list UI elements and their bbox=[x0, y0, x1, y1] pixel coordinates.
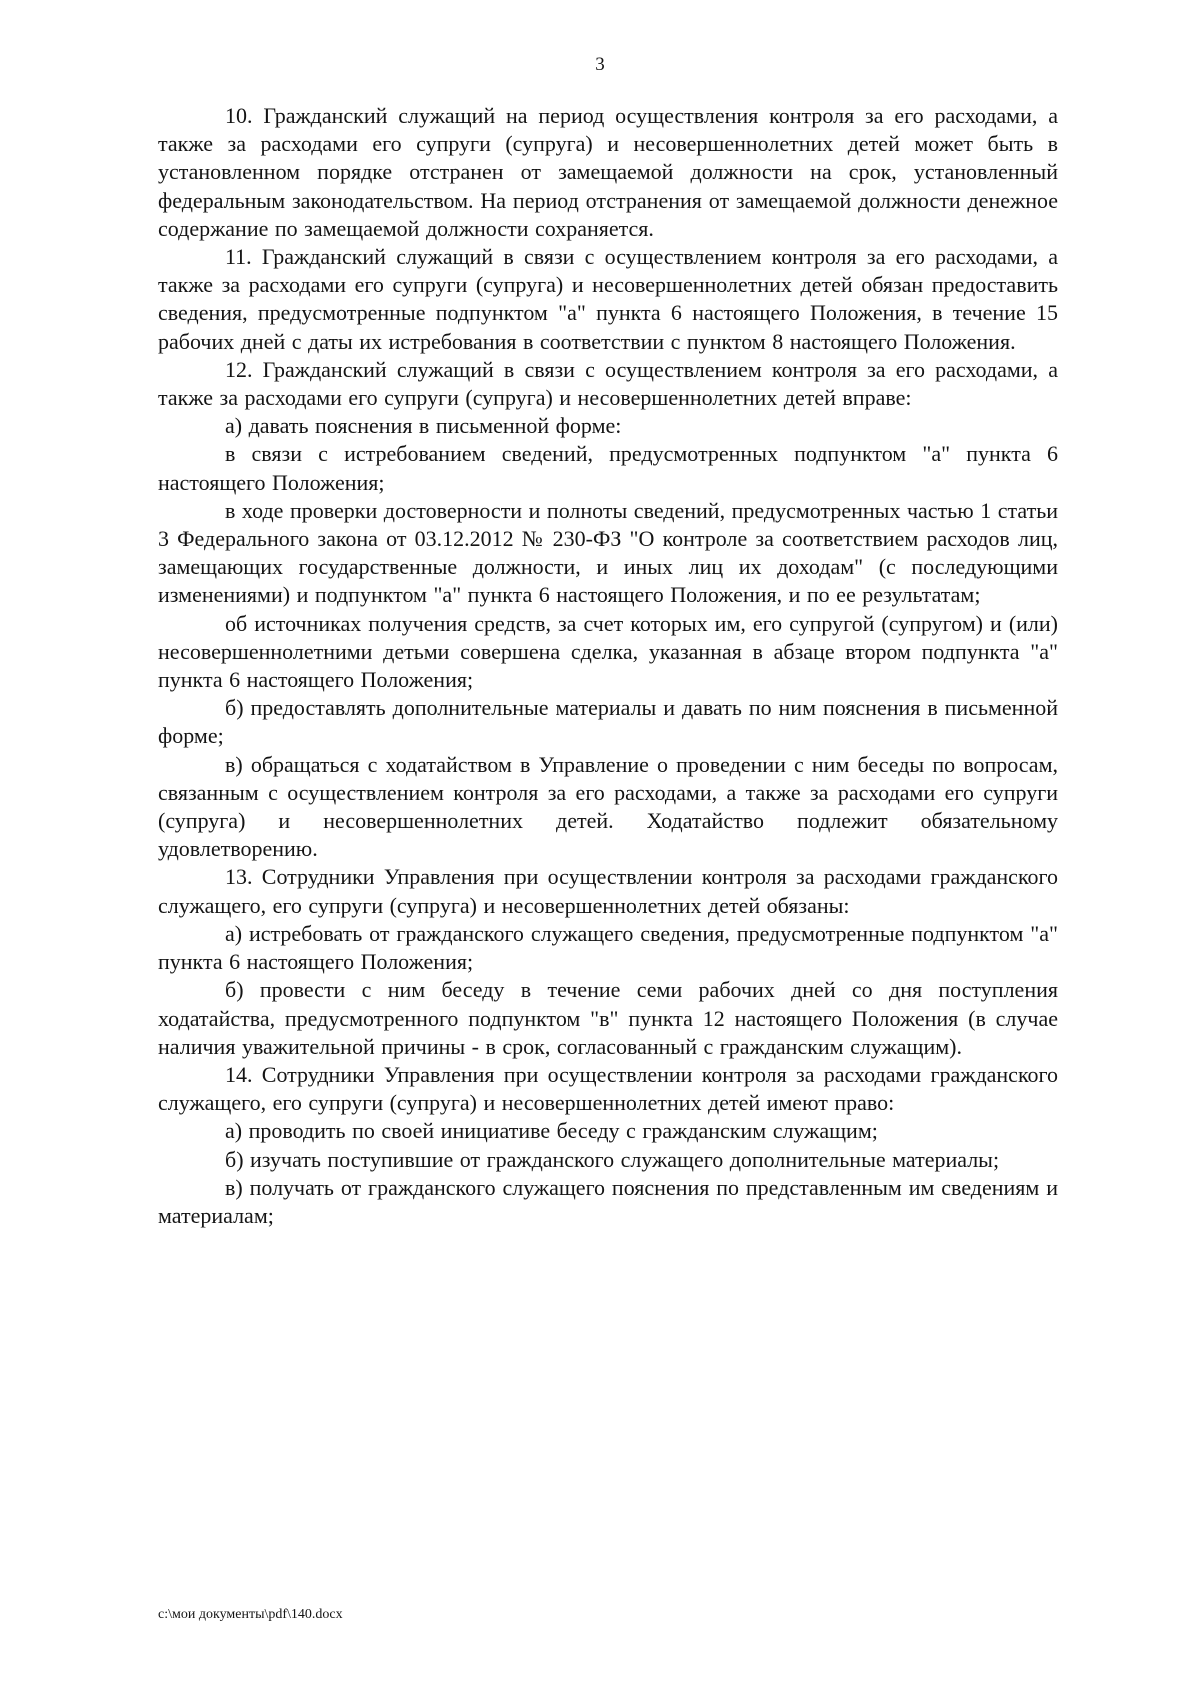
document-body bbox=[158, 102, 1058, 1230]
page-number: 3 bbox=[595, 54, 605, 75]
paragraph: в) обращаться с ходатайством в Управление о проведении с ним беседы по вопросам, связанным с осуществлением контроля за его расходами, а также за расходами его супруги (супруга) и несовершеннолетних детей. Ходатайство подлежит обязательному удовлетворению. bbox=[158, 751, 1058, 862]
paragraph: а) истребовать от гражданского служащего сведения, предусмотренные подпунктом "а" пункта 6 настоящего Положения; bbox=[158, 920, 1058, 975]
paragraph: б) предоставлять дополнительные материалы и давать по ним пояснения в письменной форме; bbox=[158, 695, 1058, 749]
paragraph: а) проводить по своей инициативе беседу с гражданским служащим; bbox=[225, 1118, 878, 1144]
paragraph: 11. Гражданский служащий в связи с осуществлением контроля за его расходами, а также за расходами его супруги (супруга) и несовершеннолетних детей обязан предоставить сведения, предусмотренные подпунктом "а" пункта 6 настоящего Положения, в течение 15 рабочих дней с даты их истребования в соответствии с пунктом 8 настоящего Положения. bbox=[158, 244, 1058, 354]
paragraph: б) провести с ним беседу в течение семи рабочих дней со дня поступления ходатайства, предусмотренного подпунктом "в" пункта 12 настоящего Положения (в случае наличия уважительной причины - в срок, согласованный с гражданским служащим). bbox=[158, 977, 1058, 1059]
paragraph: 12. Гражданский служащий в связи с осуществлением контроля за его расходами, а также за расходами его супруги (супруга) и несовершеннолетних детей вправе: bbox=[158, 356, 1058, 411]
paragraph: в ходе проверки достоверности и полноты сведений, предусмотренных частью 1 статьи 3 Федерального закона от 03.12.2012 № 230-ФЗ "О контроле за соответствием расходов лиц, замещающих государственные должности, и иных лиц их доходам" (с последующими изменениями) и подпунктом "а" пункта 6 настоящего Положения, и по ее результатам; bbox=[158, 497, 1058, 608]
paragraph: 13. Сотрудники Управления при осуществлении контроля за расходами гражданского служащего, его супруги (супруга) и несовершеннолетних детей обязаны: bbox=[158, 864, 1058, 918]
paragraph: об источниках получения средств, за счет которых им, его супругой (супругом) и (или) несовершеннолетними детьми совершена сделка, указанная в абзаце втором подпункта "а" пункта 6 настоящего Положения; bbox=[158, 610, 1058, 693]
paragraph: в связи с истребованием сведений, предусмотренных подпунктом "а" пункта 6 настоящего Положения; bbox=[158, 441, 1058, 495]
footer-file-path: с:\мои документы\pdf\140.docx bbox=[158, 1607, 343, 1622]
paragraph: б) изучать поступившие от гражданского служащего дополнительные материалы; bbox=[225, 1146, 1000, 1172]
paragraph: 14. Сотрудники Управления при осуществлении контроля за расходами гражданского служащего, его супруги (супруга) и несовершеннолетних детей имеют право: bbox=[158, 1061, 1058, 1116]
paragraph: а) давать пояснения в письменной форме: bbox=[225, 413, 622, 439]
paragraph: в) получать от гражданского служащего пояснения по представленным им сведениям и материалам; bbox=[158, 1174, 1058, 1228]
paragraph: 10. Гражданский служащий на период осуществления контроля за его расходами, а также за расходами его супруги (супруга) и несовершеннолетних детей может быть в установленном порядке отстранен от замещаемой должности на срок, установленный федеральным законодательством. На период отстранения от замещаемой должности денежное содержание по замещаемой должности сохраняется. bbox=[158, 103, 1058, 241]
